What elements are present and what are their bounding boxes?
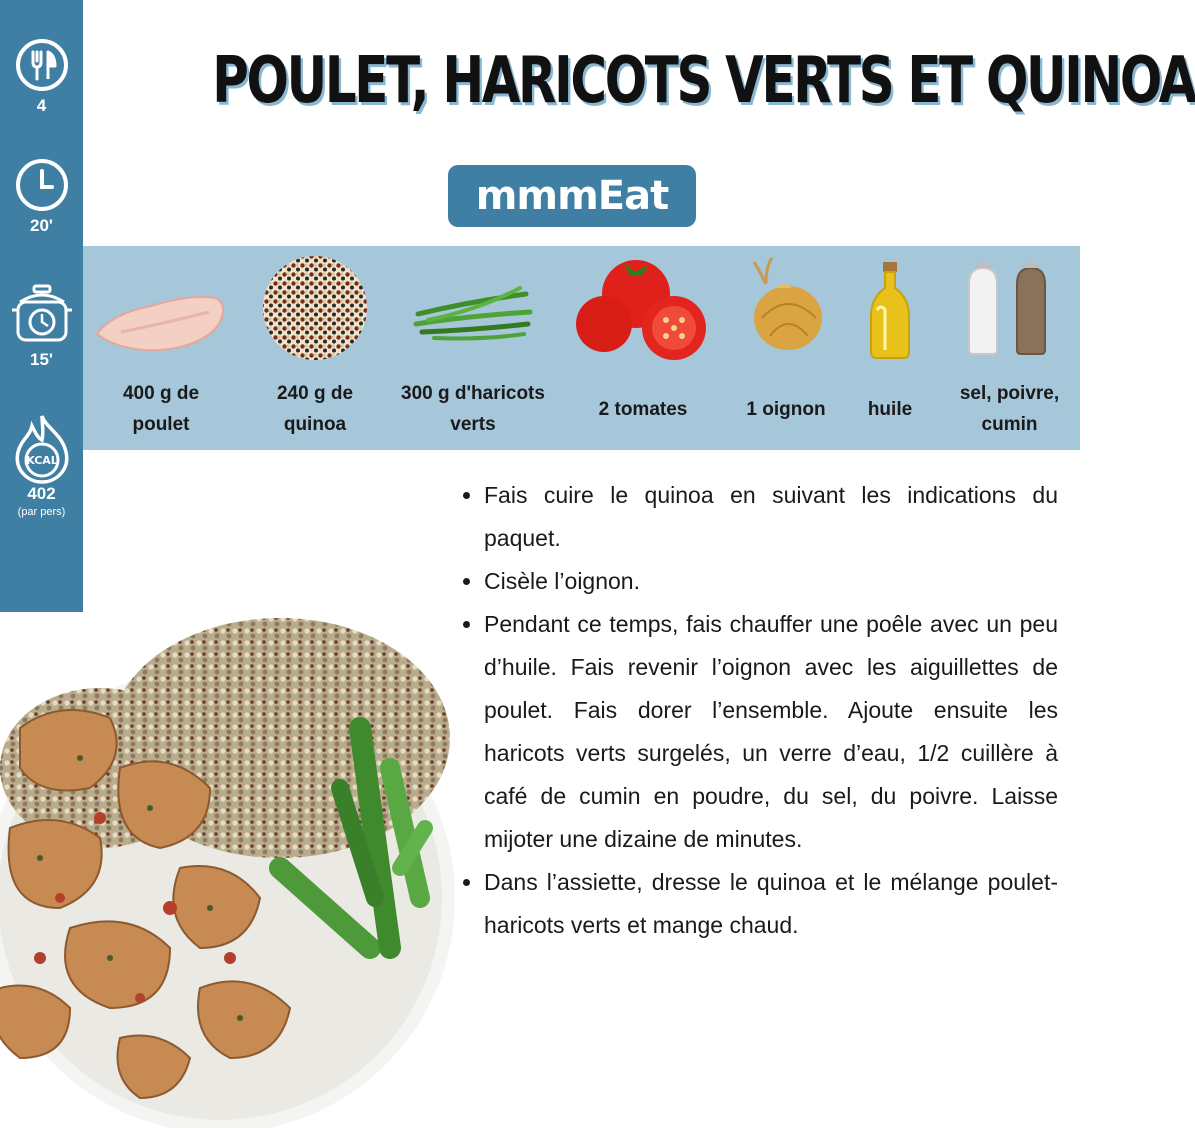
step-item: Pendant ce temps, fais chauffer une poêle avec un peu d’huile. Fais revenir l’oignon avec les aiguillettes de poulet. Fais dorer l’ensemble. Ajoute ensuite les haricots verts surgelés, un verre d’eau, 1/2 cuillère à café de cumin en poudre, du sel, du poivre. Laisse mijoter une dizaine de minutes. bbox=[460, 603, 1058, 861]
fork-knife-icon bbox=[15, 38, 69, 92]
recipe-steps bbox=[460, 474, 1058, 947]
servings-value: 4 bbox=[36, 96, 47, 115]
brand-logo: mmmEat bbox=[448, 165, 696, 227]
kcal-badge: KCAL bbox=[25, 454, 58, 467]
dish-photo bbox=[0, 568, 460, 1128]
prep-time-stat bbox=[0, 158, 83, 236]
ingredient-item bbox=[841, 246, 939, 450]
step-item: Fais cuire le quinoa en suivant les indications du paquet. bbox=[460, 474, 1058, 560]
ingredient-label: 2 tomates bbox=[598, 398, 688, 420]
ingredient-item bbox=[555, 246, 731, 450]
green-beans-icon bbox=[408, 254, 538, 364]
info-sidebar bbox=[0, 0, 83, 612]
cook-time-stat bbox=[0, 282, 83, 370]
ingredient-label: sel, poivre, cumin bbox=[959, 383, 1060, 435]
ingredient-label: huile bbox=[867, 398, 913, 420]
step-item: Cisèle l’oignon. bbox=[460, 560, 1058, 603]
step-item: Dans l’assiette, dresse le quinoa et le mélange poulet-haricots verts et mange chaud. bbox=[460, 861, 1058, 947]
tomatoes-icon bbox=[576, 254, 710, 364]
salt-pepper-icon bbox=[955, 254, 1065, 364]
quinoa-icon bbox=[255, 254, 375, 364]
chicken-breast-icon bbox=[91, 254, 231, 364]
cooker-icon bbox=[10, 282, 74, 346]
ingredient-item bbox=[731, 246, 841, 450]
ingredient-item bbox=[391, 246, 555, 450]
ingredient-item bbox=[83, 246, 239, 450]
ingredient-item bbox=[939, 246, 1080, 450]
calories-unit: (par pers) bbox=[17, 506, 66, 518]
cook-time-value: 15' bbox=[30, 350, 53, 369]
servings-stat bbox=[0, 38, 83, 116]
clock-icon bbox=[15, 158, 69, 212]
calories-stat bbox=[0, 412, 83, 518]
prep-time-value: 20' bbox=[30, 216, 53, 235]
recipe-title: POULET, HARICOTS VERTS ET QUINOA bbox=[212, 44, 1195, 118]
ingredient-label: 300 g d'haricots verts bbox=[401, 383, 545, 435]
onion-icon bbox=[736, 254, 836, 364]
ingredient-label: 240 g de quinoa bbox=[276, 383, 354, 435]
kcal-flame-icon bbox=[12, 412, 72, 484]
calories-value: 402 bbox=[27, 484, 56, 503]
ingredient-item bbox=[239, 246, 391, 450]
ingredients-band bbox=[83, 246, 1080, 450]
ingredient-label: 400 g de poulet bbox=[122, 383, 200, 435]
oil-bottle-icon bbox=[855, 254, 925, 364]
ingredient-label: 1 oignon bbox=[746, 398, 826, 420]
